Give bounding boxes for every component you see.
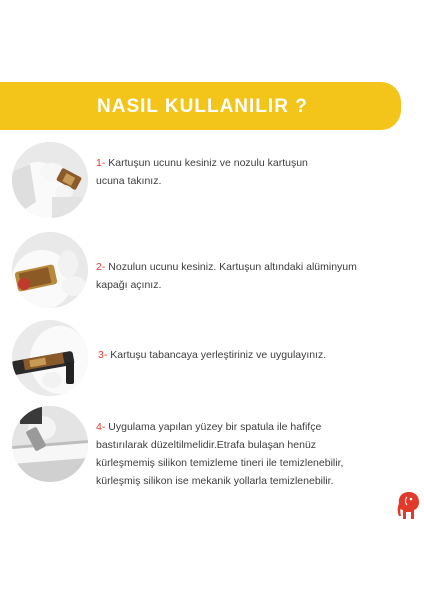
step-1-number: 1- — [96, 157, 106, 169]
step-4-line-1: Uygulama yapılan yüzey bir spatula ile hafifçe — [108, 421, 322, 433]
step-4-line-2: bastırılarak düzeltilmelidir.Etrafa bulaşan henüz — [96, 439, 317, 451]
step-2-photo — [12, 232, 88, 308]
cartridge-cut-icon — [12, 142, 88, 218]
step-2-text — [96, 258, 357, 294]
step-3-number: 3- — [98, 349, 108, 361]
spatula-smoothing-icon — [12, 406, 88, 482]
step-3-photo — [12, 320, 88, 396]
step-2-line-1: Nozulun ucunu kesiniz. Kartuşun altındaki alüminyum — [108, 261, 357, 273]
step-4-line-4: kürleşmiş silikon ise mekanik yollarla temizlenebilir. — [96, 475, 334, 487]
step-4-text — [96, 418, 343, 490]
step-2-line-2: kapağı açınız. — [96, 279, 162, 291]
step-1-line-2: ucuna takınız. — [96, 175, 162, 187]
caulking-gun-icon — [12, 320, 88, 396]
cartridge-open-icon — [12, 232, 88, 308]
step-3-line-1: Kartuşu tabancaya yerleştiriniz ve uygulayınız. — [110, 349, 327, 361]
step-3-text — [98, 346, 326, 364]
step-4-line-3: kürleşmemiş silikon temizleme tineri ile temizlenebilir, — [96, 457, 344, 469]
step-4-number: 4- — [96, 421, 106, 433]
step-4-photo — [12, 406, 88, 482]
step-1-line-1: Kartuşun ucunu kesiniz ve nozulu kartuşun — [108, 157, 308, 169]
elephant-icon — [396, 490, 422, 522]
page-title: NASIL KULLANILIR ? — [97, 96, 308, 117]
step-1-photo — [12, 142, 88, 218]
step-2-number: 2- — [96, 261, 106, 273]
step-1-text — [96, 154, 308, 190]
